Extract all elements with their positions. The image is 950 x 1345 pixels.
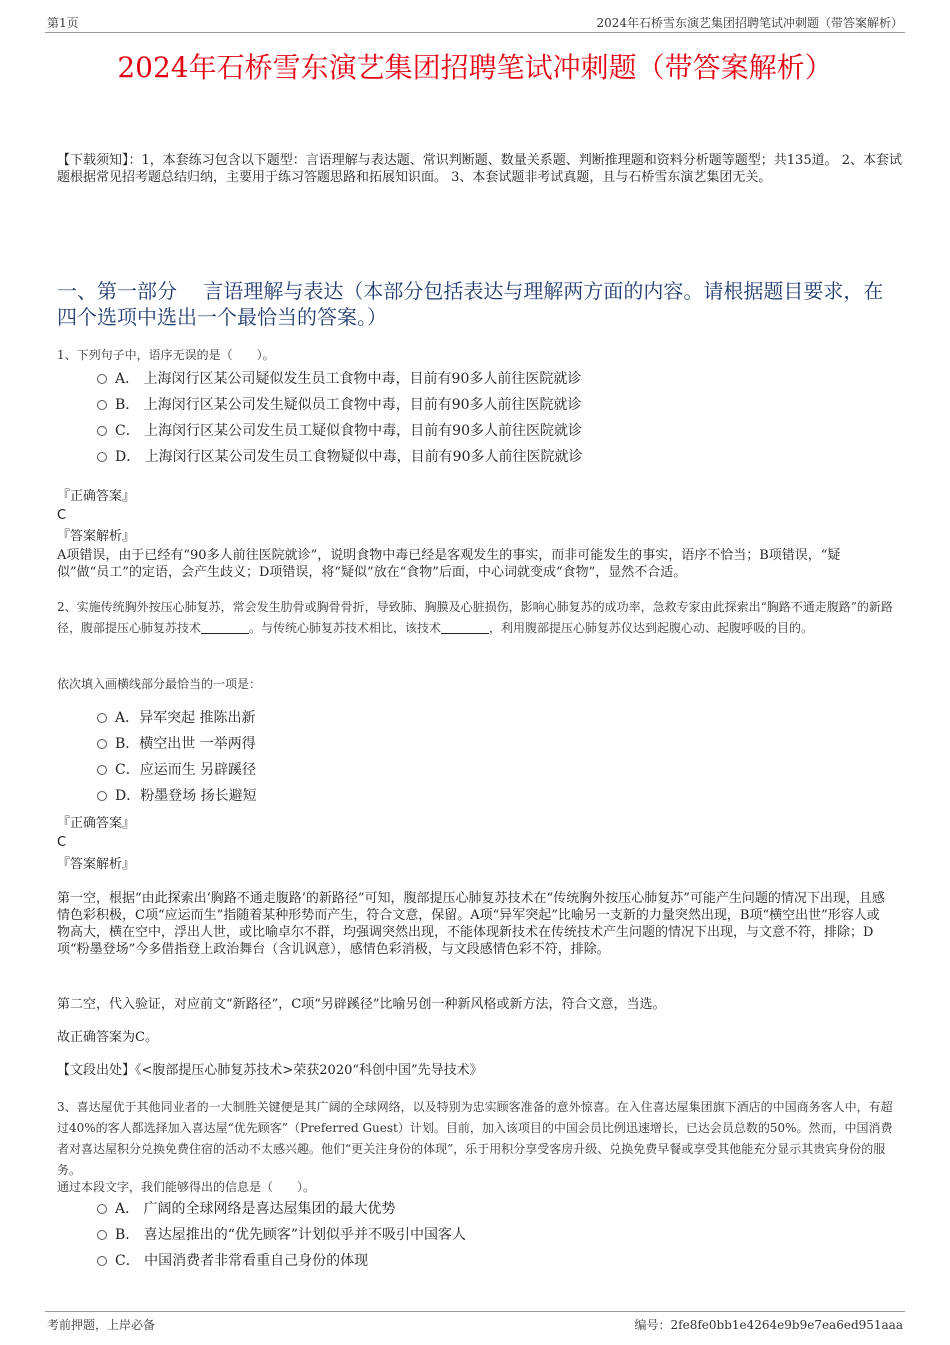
question-3-stem: 3、喜达屋优于其他同业者的一大制胜关键便是其广阔的全球网络，以及特别为忠实顾客准备的意外惊喜。在入住喜达屋集团旗下酒店的中国商务客人中，有超过40%的客人都选择加入喜达屋“优先顾客”（Preferred Guest）计划。目前，加入该项目的中国会员比例迅速增长，已达会员总数的50%。然而，中国消费者对喜达屋积分兑换免费住宿的活动不太感兴趣。他们“更关注身份的体现”，乐于用积分享受客房升级、兑换免费早餐或享受其他能充分显示其贵宾身份的服务。 — [57, 1100, 893, 1177]
q2-option-d[interactable]: D．粉墨登场 扬长避短 — [97, 786, 257, 806]
q2-analysis-1: 第一空，根据“由此探索出‘胸路不通走腹路’的新路径”可知，腹部提压心肺复苏技术在“传统胸外按压心肺复苏”可能产生问题的情况下出现，且感情色彩积极，C项“应运而生”指随着某种形势而产生，符合文意，保留。A项“异军突起”比喻另一支新的力量突然出现，B项“横空出世”形容人或物高大，横在空中，浮出人世，或比喻卓尔不群，均强调突然出现，不能体现新技术在传统技术产生问题的情况下出现，与文意不符，排除；D项“粉墨登场”今多借指登上政治舞台（含讥讽意），感情色彩消极，与文段感情色彩不符，排除。 — [57, 891, 885, 957]
q1-option-c[interactable]: C． 上海闵行区某公司发生员工疑似食物中毒，目前有90多人前往医院就诊 — [97, 421, 582, 441]
radio-icon[interactable] — [97, 400, 107, 410]
running-title: 2024年石桥雪东演艺集团招聘笔试冲刺题（带答案解析） — [596, 16, 903, 30]
radio-icon[interactable] — [97, 791, 107, 801]
radio-icon[interactable] — [97, 1256, 107, 1266]
radio-icon[interactable] — [97, 452, 107, 462]
q2-answer: C — [57, 835, 67, 850]
radio-icon[interactable] — [97, 1204, 107, 1214]
q1-option-d[interactable]: D． 上海闵行区某公司发生员工食物疑似中毒，目前有90多人前往医院就诊 — [97, 447, 583, 467]
footer-divider — [45, 1311, 905, 1312]
question-1-stem: 1、下列句子中，语序无误的是（ ）。 — [57, 348, 275, 362]
blank-1 — [201, 621, 249, 634]
q3-option-c[interactable]: C． 中国消费者非常看重自己身份的体现 — [97, 1251, 368, 1271]
blank-2 — [441, 621, 489, 634]
q1-option-a[interactable]: A． 上海闵行区某公司疑似发生员工食物中毒，目前有90多人前往医院就诊 — [97, 369, 581, 389]
q1-answer: C — [57, 508, 67, 523]
q2-source: 【文段出处】《<腹部提压心肺复苏技术>荣获2020“科创中国”先导技术》 — [57, 1063, 483, 1078]
document-id: 编号：2fe8fe0bb1e4264e9b9e7ea6ed951aaa — [634, 1318, 903, 1332]
header-divider — [45, 32, 905, 33]
q1-analysis: A项错误，由于已经有“90多人前往医院就诊”，说明食物中毒已经是客观发生的事实，而非可能发生的事实，语序不恰当；B项错误，“疑似”做“员工”的定语，会产生歧义；D项错误，将“疑似”放在“食物”后面，中心词就变成“食物”，显然不合适。 — [57, 548, 841, 580]
q2-analysis-label: 『答案解析』 — [57, 857, 136, 872]
radio-icon[interactable] — [97, 739, 107, 749]
q2-analysis-3: 故正确答案为C。 — [57, 1030, 158, 1045]
q2-option-b[interactable]: B．横空出世 一举两得 — [97, 734, 256, 754]
q3-option-b[interactable]: B． 喜达屋推出的“优先顾客”计划似乎并不吸引中国客人 — [97, 1225, 466, 1245]
q2-answer-label: 『正确答案』 — [57, 816, 136, 831]
q2-analysis-2: 第二空，代入验证，对应前文“新路径”，C项“另辟蹊径”比喻另创一种新风格或新方法，符合文意，当选。 — [57, 997, 666, 1012]
radio-icon[interactable] — [97, 765, 107, 775]
question-3-prompt: 通过本段文字，我们能够得出的信息是（ ）。 — [57, 1180, 316, 1194]
q1-answer-label: 『正确答案』 — [57, 489, 136, 504]
question-2-stem: 2、实施传统胸外按压心肺复苏，常会发生肋骨或胸骨骨折，导致肺、胸膜及心脏损伤，影响心肺复苏的成功率，急救专家由此探索出“胸路不通走腹路”的新路径，腹部提压心肺复苏技术 。与传统心肺复苏技术相比，该技术 ，利用腹部提压心肺复苏仪达到起腹心动、起腹呼吸的目的。 — [57, 600, 893, 635]
q2-option-a[interactable]: A．异军突起 推陈出新 — [97, 708, 256, 728]
q3-option-a[interactable]: A． 广阔的全球网络是喜达屋集团的最大优势 — [97, 1199, 396, 1219]
question-2-prompt: 依次填入画横线部分最恰当的一项是： — [57, 677, 262, 691]
q1-option-b[interactable]: B． 上海闵行区某公司发生疑似员工食物中毒，目前有90多人前往医院就诊 — [97, 395, 582, 415]
radio-icon[interactable] — [97, 426, 107, 436]
radio-icon[interactable] — [97, 374, 107, 384]
section-heading: 一、第一部分 言语理解与表达（本部分包括表达与理解两方面的内容。请根据题目要求，在四个选项中选出一个最恰当的答案。） — [57, 279, 884, 329]
download-notice: 【下载须知】：1，本套练习包含以下题型：言语理解与表达题、常识判断题、数量关系题、判断推理题和资料分析题等题型；共135道。 2、本套试题根据常见招考题总结归纳，主要用于练习答题思路和拓展知识面。 3、本套试题非考试真题，且与石桥雪东演艺集团无关。 — [57, 153, 902, 185]
page-title: 2024年石桥雪东演艺集团招聘笔试冲刺题（带答案解析） — [117, 51, 833, 84]
radio-icon[interactable] — [97, 713, 107, 723]
q2-option-c[interactable]: C．应运而生 另辟蹊径 — [97, 760, 256, 780]
q1-analysis-label: 『答案解析』 — [57, 529, 136, 544]
page-number: 第1页 — [47, 16, 79, 30]
radio-icon[interactable] — [97, 1230, 107, 1240]
footer-slogan: 考前押题，上岸必备 — [47, 1318, 156, 1332]
